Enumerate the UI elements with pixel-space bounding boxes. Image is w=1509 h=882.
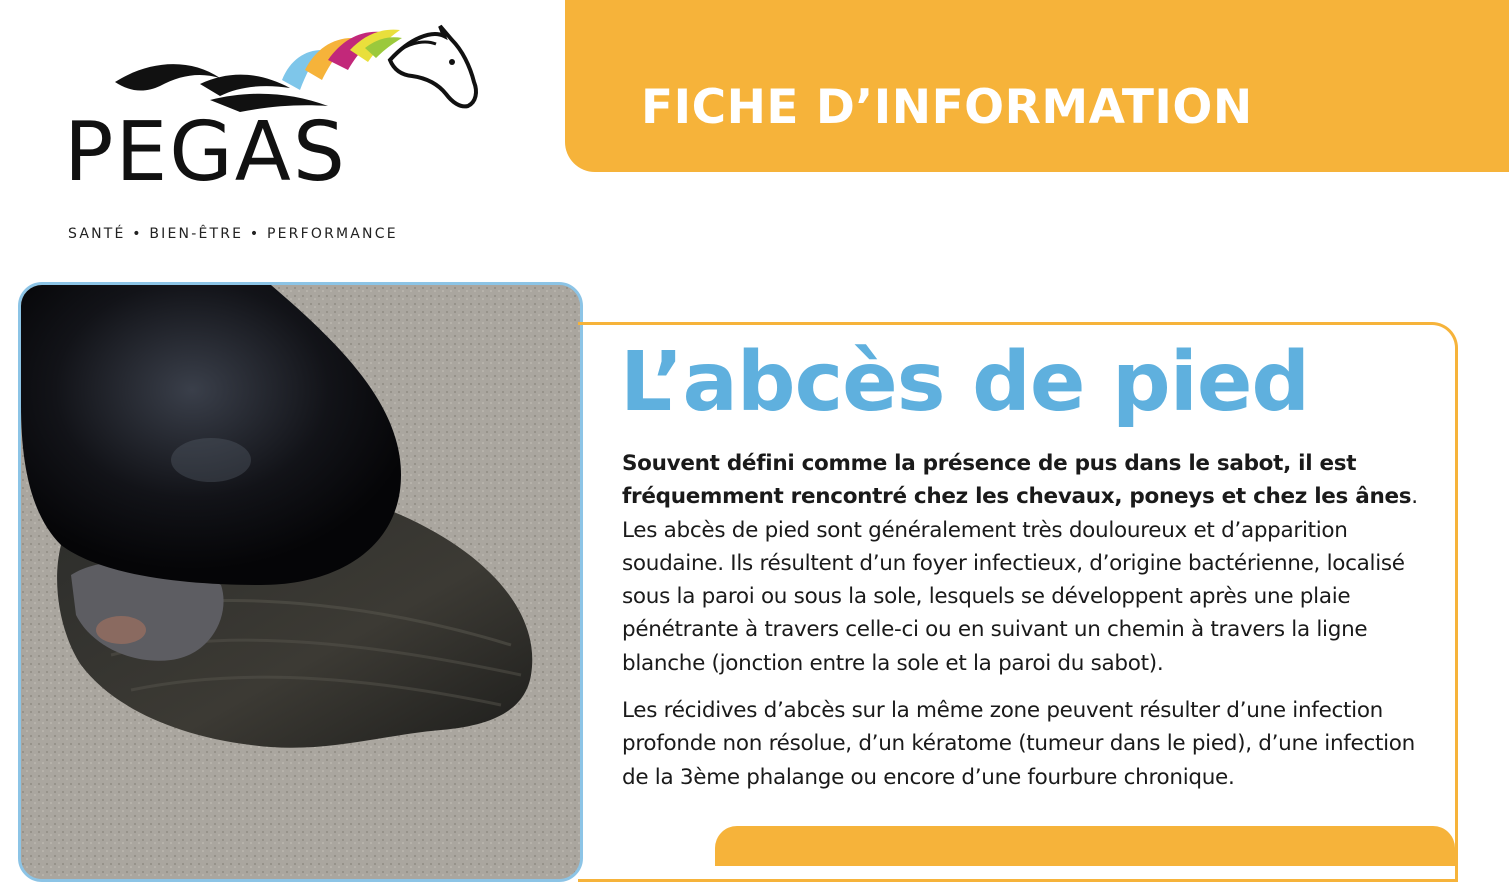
next-section-tab	[715, 826, 1455, 866]
intro-paragraph	[622, 447, 1442, 680]
pegas-logo	[60, 20, 490, 255]
second-paragraph: Les récidives d’abcès sur la même zone peuvent résulter d’une infection profonde non résolue, d’un kératome (tumeur dans le pied), d’une infection de la 3ème phalange ou encore d’une fourbure chronique.	[622, 698, 1415, 790]
intro-rest-text: Les abcès de pied sont généralement très douloureux et d’apparition soudaine. Ils résultent d’un foyer infectieux, d’origine bactérienne, localisé sous la paroi ou sous la sole, lesquels se développent après une plaie pénétrante à travers celle-ci ou en suivant un chemin à travers la ligne blanche (jonction entre la sole et la paroi du sabot).	[622, 517, 1405, 676]
article-title: L’abcès de pied	[620, 335, 1310, 430]
article-body	[622, 447, 1442, 794]
header-banner	[565, 0, 1509, 172]
brand-tagline: SANTÉ • BIEN-ÊTRE • PERFORMANCE	[68, 226, 398, 242]
horse-hoof-image	[18, 282, 583, 882]
brand-name: PEGAS	[64, 105, 347, 200]
intro-bold-text: Souvent défini comme la présence de pus dans le sabot, il est fréquemment rencontré chez les chevaux, poneys et chez les ânes	[622, 451, 1412, 510]
banner-title: FICHE D’INFORMATION	[641, 80, 1253, 135]
intro-period: .	[1411, 484, 1418, 510]
